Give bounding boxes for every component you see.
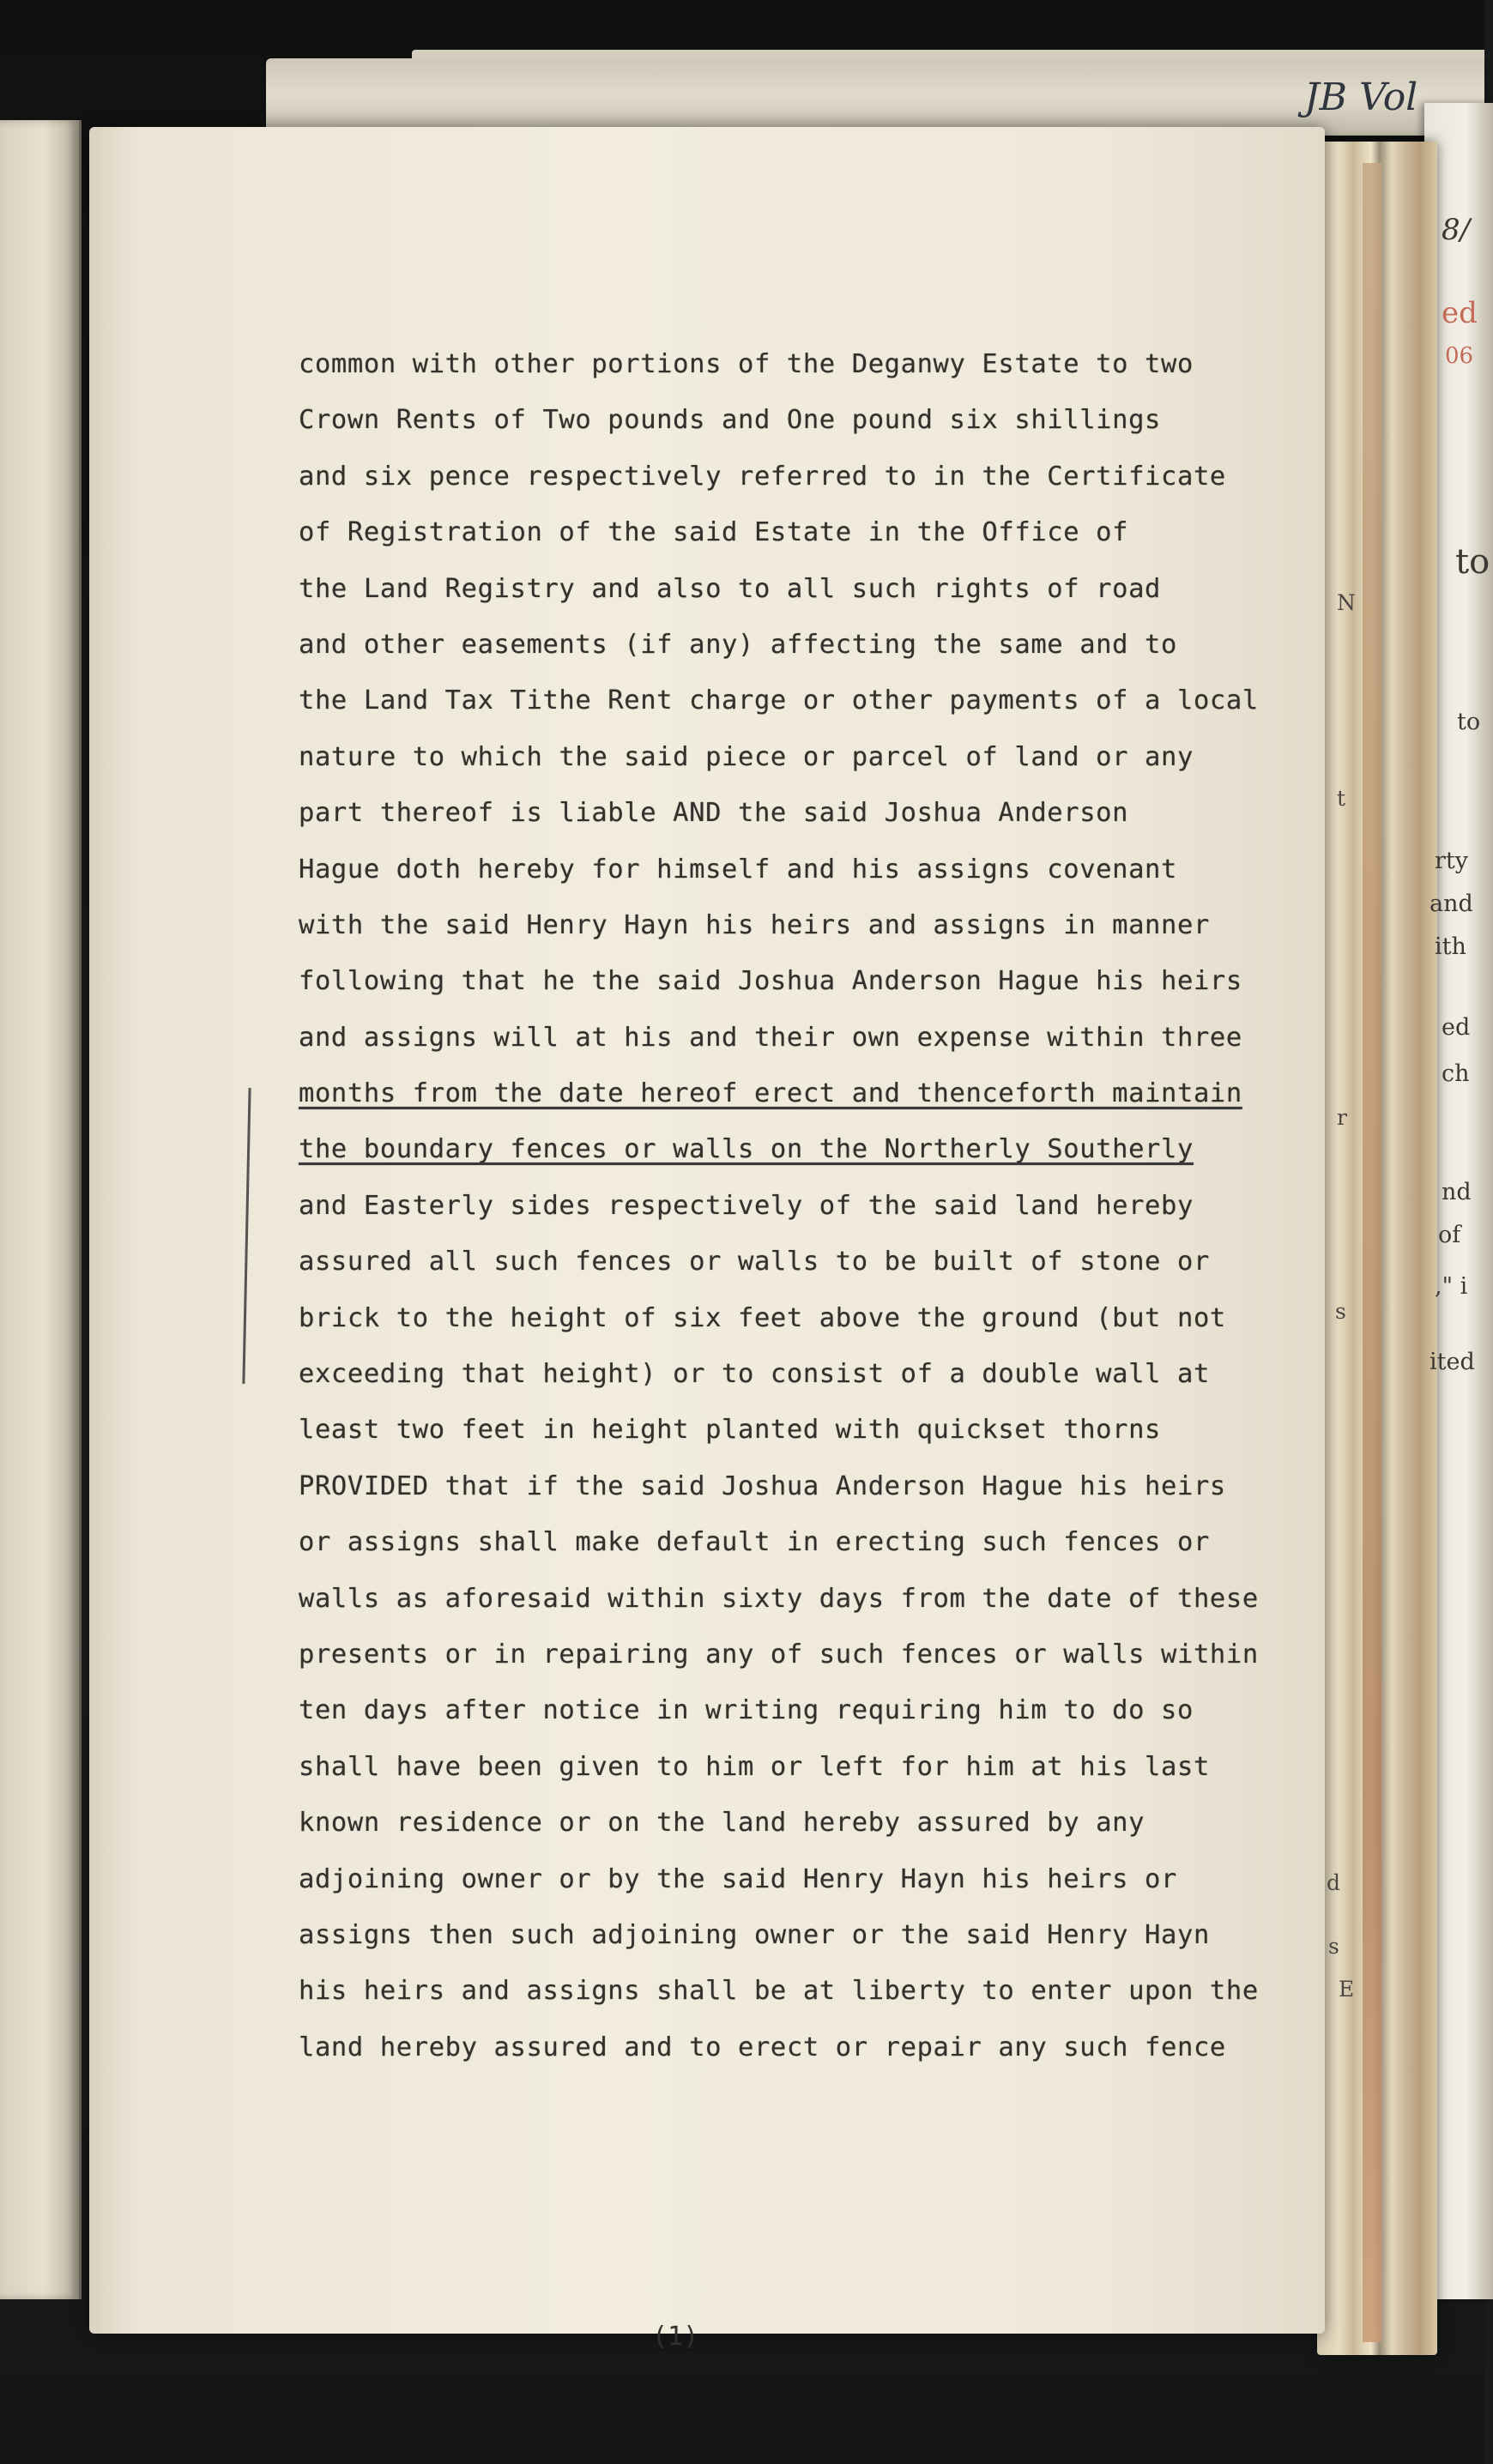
red-stamp-fragment: 06 [1445, 343, 1474, 369]
right-page-fragment: to [1457, 709, 1481, 735]
stack-edge-fragment: N [1337, 590, 1356, 615]
text-line: adjoining owner or by the said Henry Hayn his heirs or [299, 1863, 1177, 1894]
stack-edge-fragment: r [1337, 1105, 1347, 1130]
text-line: presents or in repairing any of such fences or walls within [299, 1639, 1259, 1670]
text-line: assigns then such adjoining owner or the said Henry Hayn [299, 1919, 1210, 1950]
stack-edge-fragment: E [1339, 1977, 1355, 2002]
text-line: or assigns shall make default in erecting such fences or [299, 1527, 1210, 1558]
folio-annotation: JB Vol [1304, 75, 1418, 119]
text-line: Hague doth hereby for himself and his assigns covenant [299, 854, 1177, 885]
text-line: following that he the said Joshua Anderson Hague his heirs [299, 966, 1242, 997]
text-line: the Land Registry and also to all such rights of road [299, 573, 1162, 604]
text-line: and six pence respectively referred to in the Certificate [299, 461, 1226, 492]
text-line: walls as aforesaid within sixty days from the date of these [299, 1583, 1259, 1614]
right-page-fragment: of [1438, 1222, 1461, 1248]
text-line: exceeding that height) or to consist of a double wall at [299, 1359, 1210, 1390]
text-line: PROVIDED that if the said Joshua Anderson Hague his heirs [299, 1471, 1226, 1501]
red-stamp-fragment: ed [1442, 296, 1478, 330]
left-page-edge [0, 120, 82, 2299]
text-line: land hereby assured and to erect or repair any such fence [299, 2032, 1226, 2062]
text-line-underlined: the boundary fences or walls on the Northerly Southerly [299, 1134, 1194, 1165]
typed-body-text [299, 336, 1337, 2075]
text-line: of Registration of the said Estate in the Office of [299, 517, 1129, 548]
right-page-fragment: ith [1435, 933, 1466, 960]
right-page-fragment: and [1430, 891, 1473, 917]
text-line: nature to which the said piece or parcel of land or any [299, 741, 1194, 772]
right-page-fragment: ited [1430, 1349, 1475, 1375]
right-page-fragment: nd [1442, 1179, 1472, 1205]
text-line: and other easements (if any) affecting the same and to [299, 629, 1177, 660]
text-line: part thereof is liable AND the said Joshua Anderson [299, 798, 1129, 829]
text-line: and assigns will at his and their own expense within three [299, 1022, 1242, 1053]
stack-edge-fragment: s [1328, 1934, 1339, 1959]
right-page-fragment: rty [1435, 848, 1469, 874]
loose-sheet-top [266, 58, 1484, 136]
text-line: Crown Rents of Two pounds and One pound six shillings [299, 405, 1162, 436]
text-line: common with other portions of the Deganwy Estate to two [299, 349, 1194, 379]
stack-edge-fragment: s [1335, 1299, 1346, 1324]
text-line: brick to the height of six feet above the ground (but not [299, 1302, 1226, 1333]
text-line: least two feet in height planted with quickset thorns [299, 1415, 1162, 1446]
text-line: his heirs and assigns shall be at liberty to enter upon the [299, 1976, 1259, 2007]
page-stack-tab [1363, 163, 1381, 2342]
text-line-underlined: months from the date hereof erect and thenceforth maintain [299, 1078, 1242, 1109]
page-number: (1) [652, 2322, 699, 2352]
text-line: and Easterly sides respectively of the said land hereby [299, 1190, 1194, 1221]
right-page-fragment: ed [1442, 1014, 1471, 1041]
handwritten-fragment: 8/ [1442, 213, 1471, 247]
right-page-fragment: to [1455, 542, 1490, 582]
stack-edge-fragment: t [1337, 786, 1346, 811]
text-line: ten days after notice in writing requiring him to do so [299, 1695, 1194, 1726]
text-line: shall have been given to him or left for him at his last [299, 1751, 1210, 1782]
right-page-fragment: ch [1442, 1060, 1470, 1087]
text-line: with the said Henry Hayn his heirs and assigns in manner [299, 909, 1210, 940]
stack-edge-fragment: d [1327, 1870, 1341, 1895]
right-page-fragment: ," i [1435, 1273, 1468, 1300]
text-line: the Land Tax Tithe Rent charge or other payments of a local [299, 685, 1259, 716]
text-line: assured all such fences or walls to be built of stone or [299, 1247, 1210, 1277]
text-line: known residence or on the land hereby assured by any [299, 1808, 1145, 1839]
